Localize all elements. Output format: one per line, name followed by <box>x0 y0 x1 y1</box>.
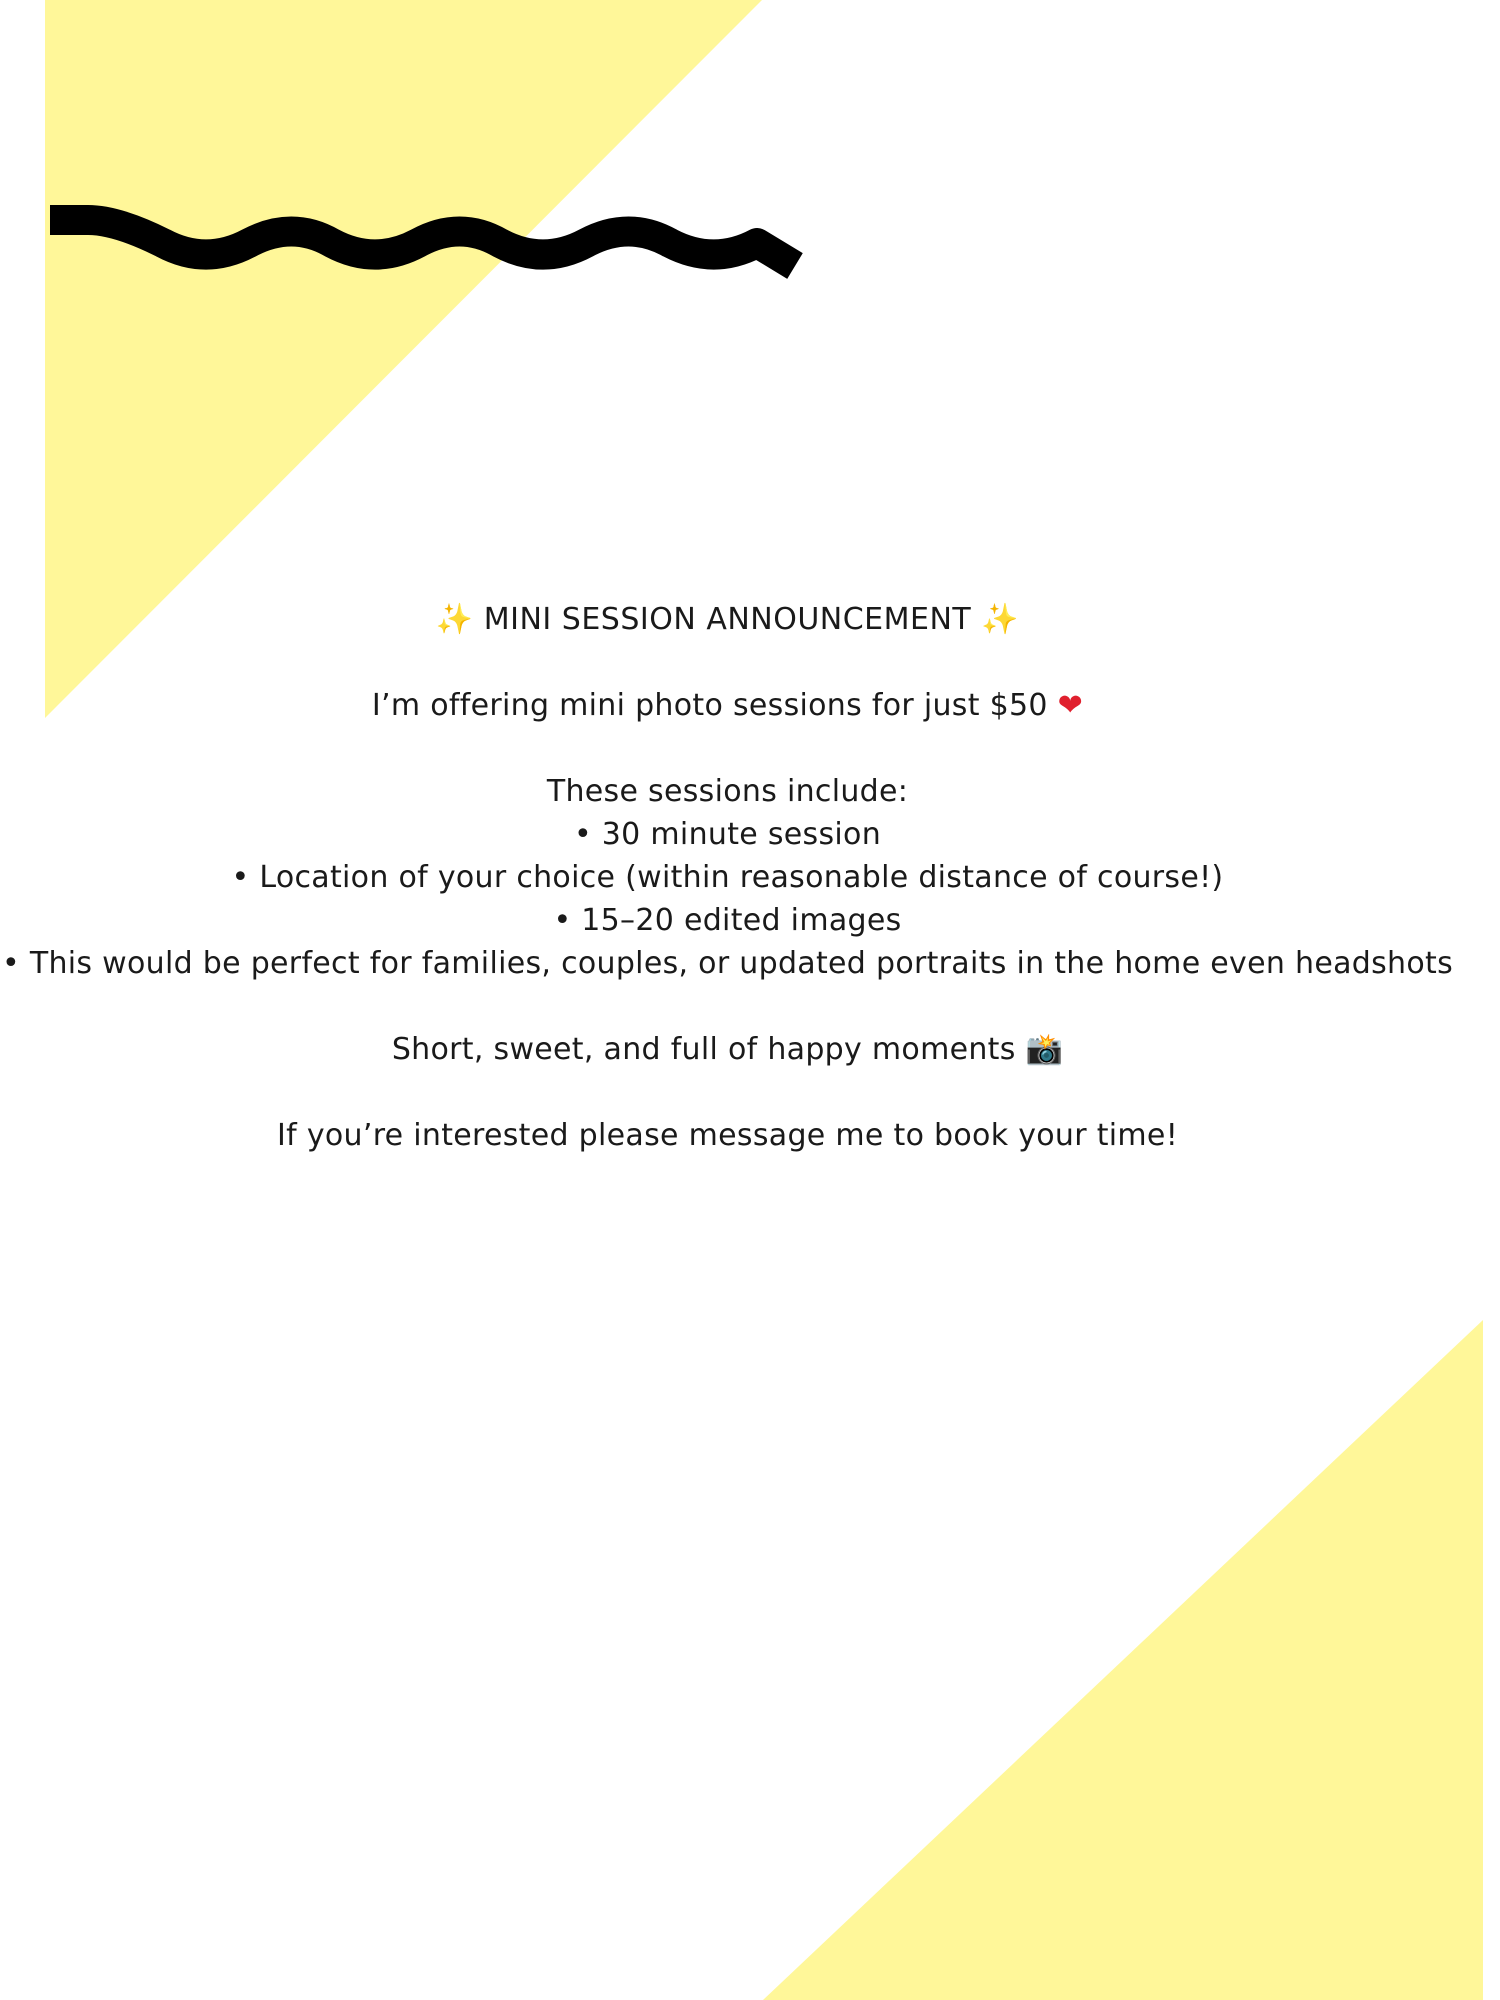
offer-line <box>0 684 1455 727</box>
include-item-duration: • 30 minute session <box>573 817 882 852</box>
tagline-line <box>0 1028 1455 1071</box>
include-item-images: • 15–20 edited images <box>553 903 902 938</box>
headline-text: MINI SESSION ANNOUNCEMENT <box>483 602 972 637</box>
offer-text: I’m offering mini photo sessions for just $50 <box>371 688 1048 723</box>
sparkle-icon: ✨ <box>435 602 474 637</box>
call-to-action: If you’re interested please message me to book your time! <box>276 1118 1179 1153</box>
sparkle-icon: ✨ <box>981 602 1020 637</box>
includes-heading: These sessions include: <box>546 774 909 809</box>
tagline-text: Short, sweet, and full of happy moments <box>391 1032 1016 1067</box>
heart-icon: ❤ <box>1057 688 1084 723</box>
spacer <box>0 641 1455 684</box>
camera-icon: 📸 <box>1025 1032 1064 1067</box>
spacer <box>0 727 1455 770</box>
include-item-audience: • This would be perfect for families, couples, or updated portraits in the home even headshots <box>1 946 1454 981</box>
headline <box>0 598 1455 641</box>
spacer <box>0 1071 1455 1114</box>
spacer <box>0 985 1455 1028</box>
include-item-location: • Location of your choice (within reasonable distance of course!) <box>231 860 1224 895</box>
bottom-right-yellow-triangle <box>763 1320 1483 2000</box>
announcement-text-block <box>0 598 1455 1157</box>
